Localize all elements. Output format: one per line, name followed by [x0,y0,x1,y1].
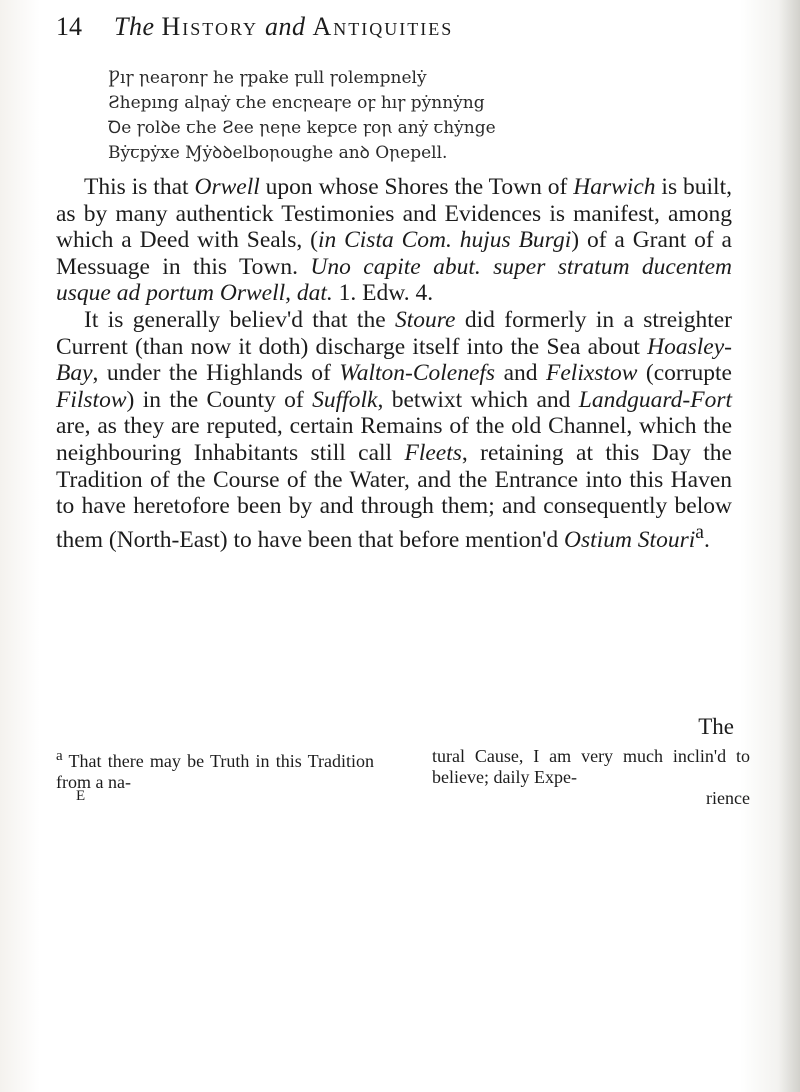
latin-quote: dat. [291,280,333,307]
body-text [56,174,732,553]
place-name: Orwell [194,174,260,200]
footnote-continuation: rience [706,788,750,808]
place-name: Harwich [573,174,656,200]
paragraph-orwell [56,174,732,307]
paragraph-stoure [56,307,732,553]
verse-line: Ƿıꞅ ꞃeaꞅonꞅ he ꞅpake ꝼull ꞅolempnelẏ [108,68,427,88]
text-run: 1. Edw. 4. [332,280,434,307]
footnote-left-column [56,746,374,793]
catchword: The [698,714,734,739]
text-run: , under the Highlands of [92,360,340,387]
page-edge-shadow [778,0,800,1092]
place-name: Hoasley-Bay [56,333,732,387]
title-and: and [264,12,306,41]
title-the: The [114,12,155,41]
place-name: Felixstow [546,360,638,387]
footnote-marker: a [56,748,63,764]
running-title [114,12,453,42]
text-run: ) of a Grant of a Messuage in this Town. [56,227,732,280]
footnote-mark: a [695,521,704,543]
title-history: History [161,12,258,41]
footnote-text: tural Cause, I am very much inclin'd to believe; daily Expe- [432,746,750,787]
text-run: ) in the County of [126,386,313,413]
text-run: and [495,360,546,387]
place-name: Filstow [56,386,127,413]
text-run: , retaining at this Day the Tradition of the Course of the Water, and the Entrance into this Haven to have heretofore been by and through them; and consequently below them (North-East) to have been that before mention'd [56,439,732,553]
text-run: It is generally believ'd that the [84,306,395,333]
place-name: Fleets [404,439,462,466]
signature-mark: E [76,788,86,804]
text-run: are, as they are reputed, certain Remains of the old Channel, which the neighbouring Inhabitants still call [56,413,732,466]
latin-quote: Ostium Stouri [564,526,696,553]
place-name: Stoure [395,306,456,333]
text-run: is built, as by many authentick Testimonies and Evidences is manifest, among which a Deed with Seals, ( [56,174,732,254]
text-run: This is that [84,174,195,200]
old-english-verse [108,66,708,166]
text-run: upon whose Shores the Town of [259,174,574,200]
place-name: Landguard-Fort [578,386,732,413]
text-run: . [703,526,710,553]
latin-quote: Uno capite abut. super stratum ducentem usque ad portum Orwell, [56,253,732,307]
text-run: (corrupte [637,360,732,387]
verse-line: Ƨhepıng alꞃaẏ ꞇhe encꞃeaꞅe oꝼ hıꞅ pẏnnẏng [108,93,485,113]
place-name: Suffolk [312,386,378,413]
title-antiquities: Antiquities [312,12,454,41]
text-run: , betwixt which and [377,386,579,413]
verse-line: Ꝺe ꞅolꝺe ꞇhe Ƨee ꞃeꞃe kepꞇe ꝼoꞃ anẏ ꞇhẏnge [108,118,496,138]
footnote-right-column [432,746,750,809]
verse-line: Bẏꞇpẏxe Ɱẏꝺꝺelboꞃoughe anꝺ Oꞃepell. [108,143,448,163]
footnote-text: That there may be Truth in this Tradition from a na- [56,751,374,792]
place-name: Walton-Colenefs [339,360,496,387]
page-header [56,4,756,50]
page-number: 14 [56,12,82,41]
latin-quote: in Cista Com. hujus Burgi [317,227,572,254]
text-run: did formerly in a streighter Current (than now it doth) discharge itself into the Sea about [56,306,733,360]
